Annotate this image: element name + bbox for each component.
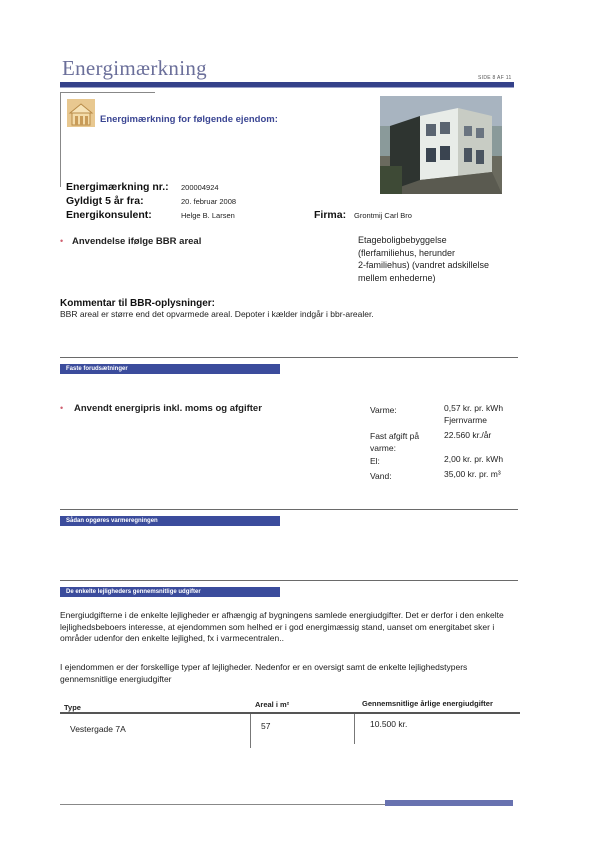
header-rule-shadow: [60, 87, 514, 88]
building-photo: [380, 96, 502, 194]
price-name-el: El:: [370, 456, 380, 466]
section-fixed-assumptions: Faste forudsætninger: [60, 364, 280, 374]
price-value-heat: 0,57 kr. pr. kWh: [444, 403, 504, 413]
paragraph-apartment-types: I ejendommen er der forskellige typer af lejligheder. Nedenfor er en oversigt samt de enkelte lejlighedstypers gennemsnitlige energiudgifter: [60, 662, 468, 684]
table-cell-area: 57: [261, 721, 271, 731]
consultant-label: Energikonsulent:: [66, 209, 152, 221]
usage-bullet: •: [60, 236, 64, 246]
section-divider: [60, 509, 518, 510]
section-divider: [60, 357, 518, 358]
consultant-value: Helge B. Larsen: [181, 211, 235, 220]
bbr-comment-title: Kommentar til BBR-oplysninger:: [60, 298, 216, 309]
table-divider: [354, 714, 355, 744]
price-value-water: 35,00 kr. pr. m³: [444, 469, 501, 479]
price-note-heat: Fjernvarme: [444, 415, 487, 425]
price-value-fixed: 22.560 kr./år: [444, 430, 492, 440]
usage-line: (flerfamiliehus, herunder: [358, 247, 456, 258]
price-bullet: •: [60, 403, 64, 413]
firm-value: Grontmij Carl Bro: [354, 211, 412, 220]
energy-price-label: Anvendt energipris inkl. moms og afgifter: [74, 403, 262, 414]
table-header-area: Areal i m²: [255, 700, 290, 709]
usage-line: mellem enhederne): [358, 272, 436, 283]
energy-label-nr-value: 200004924: [181, 183, 219, 192]
table-header-rule: [60, 712, 520, 714]
price-name-heat: Varme:: [370, 405, 397, 415]
house-logo-icon: [67, 99, 95, 127]
firm-label: Firma:: [314, 209, 347, 221]
valid-from-label: Gyldigt 5 år fra:: [66, 195, 144, 207]
table-header-type: Type: [64, 703, 81, 712]
page-number: SIDE 8 AF 11: [478, 75, 512, 81]
frame-top-line: [60, 92, 155, 93]
energy-label-nr-label: Energimærkning nr.:: [66, 181, 169, 193]
section-heating-bill: Sådan opgøres varmeregningen: [60, 516, 280, 526]
property-heading: Energimærkning for følgende ejendom:: [100, 114, 278, 125]
paragraph-energy-costs: Energiudgifterne i de enkelte lejligheder er afhængig af bygningens samlede energiudgifter. Det er derfor i den enkelte lejlighedsbeboers interesse, at ejendommen som helhed er i god energimæssig stand, uanset om energitabet sker i områder udenfor den enkelte lejlighed, fx i varmecentralen..: [60, 610, 504, 643]
table-header-cost: Gennemsnitlige årlige energiudgifter: [362, 699, 493, 708]
section-divider: [60, 580, 518, 581]
table-cell-cost: 10.500 kr.: [370, 719, 408, 729]
bbr-comment-text: BBR areal er større end det opvarmede areal. Depoter i kælder indgår i bbr-arealer.: [60, 309, 374, 319]
usage-label: Anvendelse ifølge BBR areal: [72, 236, 202, 247]
table-divider: [250, 714, 251, 748]
valid-from-value: 20. februar 2008: [181, 197, 237, 206]
usage-line: Etageboligbebyggelse: [358, 235, 447, 245]
frame-left-line: [60, 92, 61, 187]
document-title: Energimærkning: [62, 56, 207, 80]
price-value-el: 2,00 kr. pr. kWh: [444, 454, 504, 464]
table-cell-type: Vestergade 7A: [70, 724, 126, 734]
section-apartment-costs: De enkelte lejligheders gennemsnitlige udgifter: [60, 587, 280, 597]
footer-rule: [60, 804, 385, 805]
usage-description: [358, 234, 518, 284]
footer-bar: [385, 800, 513, 806]
price-name-water: Vand:: [370, 471, 392, 481]
price-name-fixed: Fast afgift på varme:: [370, 431, 420, 453]
usage-line: 2-familiehus) (vandret adskillelse: [358, 260, 490, 270]
